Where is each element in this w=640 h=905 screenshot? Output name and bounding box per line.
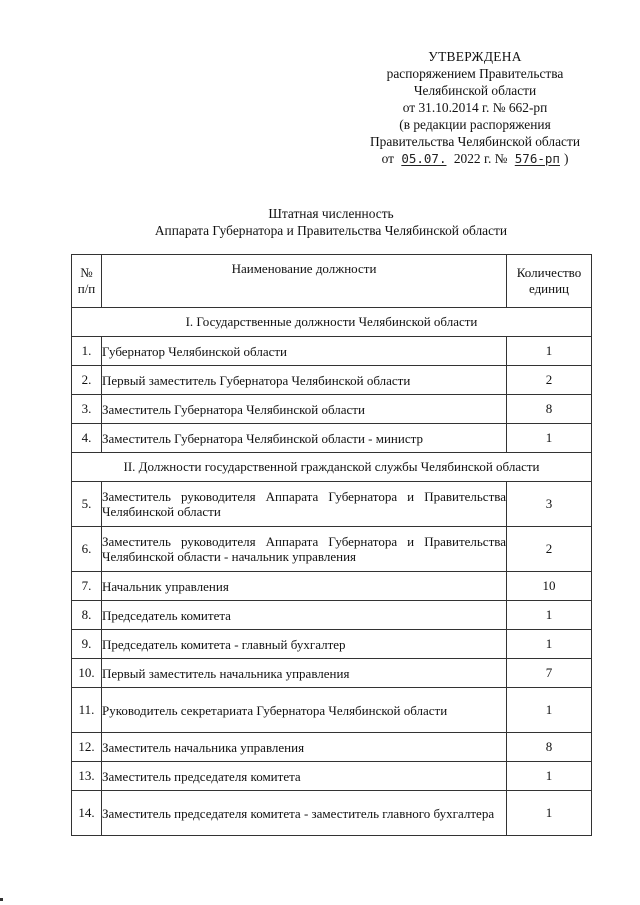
table-row (72, 601, 592, 630)
approval-stamp (330, 48, 620, 167)
amendment-date: 05.07. (401, 151, 447, 166)
amendment-number: 576-рп (514, 151, 560, 166)
row-qty: 8 (507, 733, 592, 762)
table-row (72, 630, 592, 659)
staff-table (71, 254, 592, 836)
row-num: 8. (72, 601, 102, 630)
section-title-2: II. Должности государственной гражданской службы Челябинской области (72, 453, 592, 482)
table-row (72, 527, 592, 572)
row-position: Заместитель руководителя Аппарата Губернатора и Правительства Челябинской области - начальник управления (102, 527, 507, 572)
table-row (72, 337, 592, 366)
row-position: Первый заместитель Губернатора Челябинской области (102, 366, 507, 395)
row-position: Начальник управления (102, 572, 507, 601)
approval-line-2: распоряжением Правительства (386, 66, 564, 81)
table-row (72, 762, 592, 791)
row-position: Руководитель секретариата Губернатора Челябинской области (102, 688, 507, 733)
table-row (72, 424, 592, 453)
row-qty: 1 (507, 791, 592, 836)
header-qty-line-2: единиц (528, 281, 570, 296)
row-num: 4. (72, 424, 102, 453)
row-num: 6. (72, 527, 102, 572)
row-num: 1. (72, 337, 102, 366)
row-num: 5. (72, 482, 102, 527)
header-num-line-2: п/п (77, 281, 96, 296)
table-header-row (72, 255, 592, 308)
table-row (72, 688, 592, 733)
section-title-1: I. Государственные должности Челябинской области (72, 308, 592, 337)
row-num: 14. (72, 791, 102, 836)
row-position: Губернатор Челябинской области (102, 337, 507, 366)
scan-speck (0, 898, 3, 901)
header-num-line-1: № (80, 265, 93, 280)
row-qty: 8 (507, 395, 592, 424)
row-qty: 1 (507, 630, 592, 659)
approval-heading: УТВЕРЖДЕНА (428, 49, 522, 64)
row-qty: 3 (507, 482, 592, 527)
row-num: 10. (72, 659, 102, 688)
header-qty-line-1: Количество (516, 265, 582, 280)
row-qty: 1 (507, 601, 592, 630)
row-position: Заместитель председателя комитета - заместитель главного бухгалтера (102, 791, 507, 836)
title-line-1: Штатная численность (268, 206, 394, 221)
row-qty: 1 (507, 762, 592, 791)
amendment-date-line (330, 150, 620, 167)
row-num: 11. (72, 688, 102, 733)
row-qty: 2 (507, 527, 592, 572)
table-row (72, 733, 592, 762)
row-num: 13. (72, 762, 102, 791)
document-title (71, 205, 591, 239)
row-qty: 1 (507, 337, 592, 366)
row-position: Председатель комитета (102, 601, 507, 630)
approval-line-4: от 31.10.2014 г. № 662-рп (402, 100, 548, 115)
row-qty: 1 (507, 424, 592, 453)
row-qty: 2 (507, 366, 592, 395)
row-num: 9. (72, 630, 102, 659)
approval-line-5: (в редакции распоряжения (399, 117, 551, 132)
date-prefix: от (381, 151, 394, 166)
section-row (72, 453, 592, 482)
date-mid: 2022 г. № (453, 151, 508, 166)
row-qty: 10 (507, 572, 592, 601)
row-num: 7. (72, 572, 102, 601)
row-num: 3. (72, 395, 102, 424)
table-row (72, 659, 592, 688)
header-qty (507, 255, 592, 308)
row-position: Заместитель руководителя Аппарата Губернатора и Правительства Челябинской области (102, 482, 507, 527)
approval-line-3: Челябинской области (413, 83, 537, 98)
row-position: Председатель комитета - главный бухгалтер (102, 630, 507, 659)
table-row (72, 572, 592, 601)
row-position: Заместитель Губернатора Челябинской области (102, 395, 507, 424)
row-qty: 1 (507, 688, 592, 733)
header-name: Наименование должности (102, 255, 507, 308)
row-num: 2. (72, 366, 102, 395)
date-suffix: ) (563, 151, 569, 166)
header-num (72, 255, 102, 308)
title-line-2: Аппарата Губернатора и Правительства Челябинской области (154, 223, 508, 238)
table-row (72, 791, 592, 836)
table-row (72, 366, 592, 395)
table-row (72, 395, 592, 424)
row-position: Заместитель начальника управления (102, 733, 507, 762)
section-row (72, 308, 592, 337)
row-num: 12. (72, 733, 102, 762)
row-position: Заместитель председателя комитета (102, 762, 507, 791)
row-position: Первый заместитель начальника управления (102, 659, 507, 688)
approval-line-6: Правительства Челябинской области (370, 134, 580, 149)
row-qty: 7 (507, 659, 592, 688)
row-position: Заместитель Губернатора Челябинской области - министр (102, 424, 507, 453)
table-row (72, 482, 592, 527)
